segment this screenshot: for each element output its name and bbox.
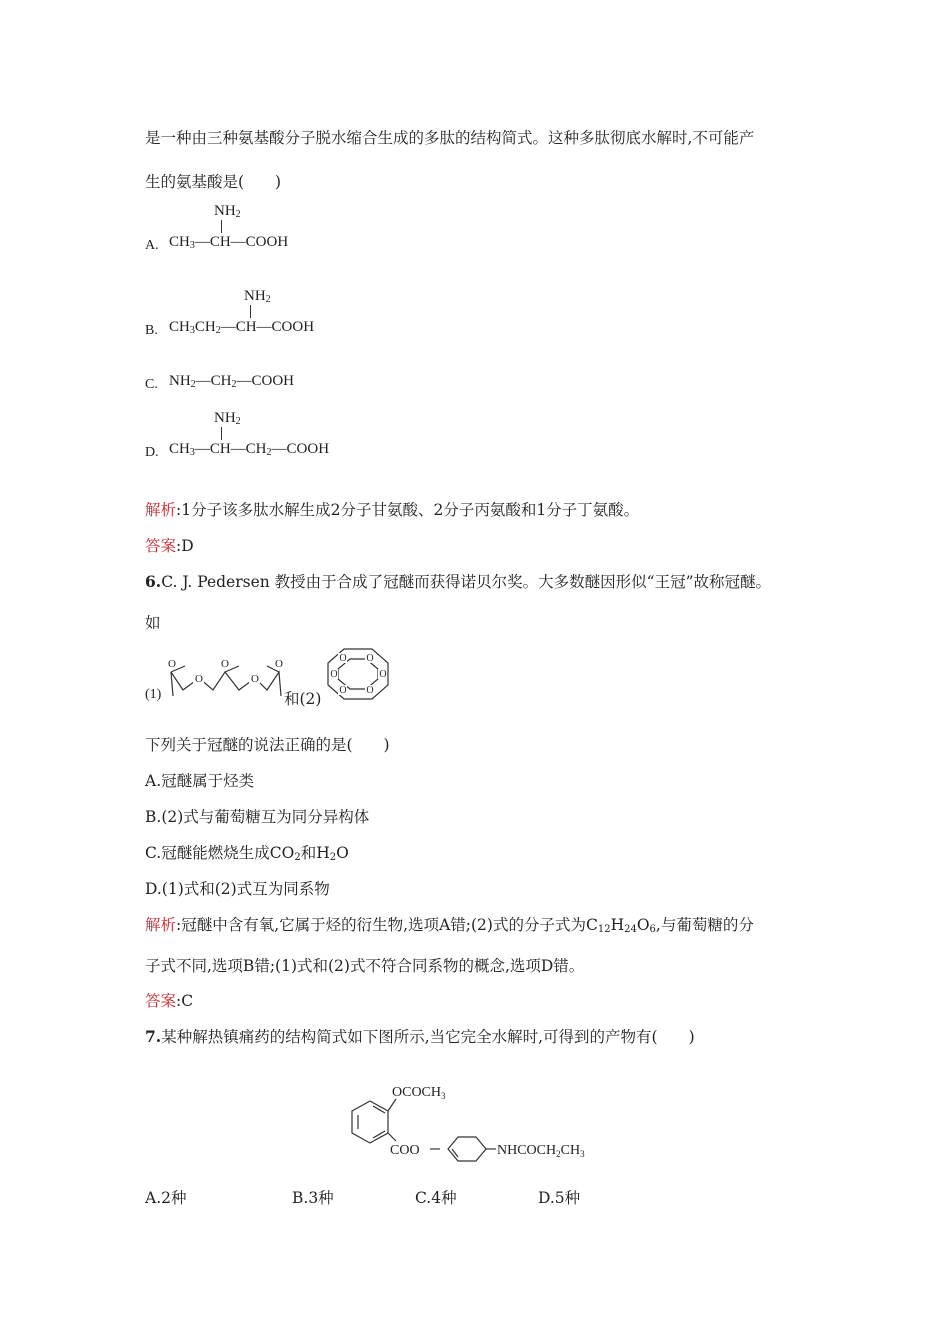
q7-option-c: C.4种	[415, 1189, 457, 1207]
q5-option-d-label: D.	[145, 445, 159, 460]
q5-option-a-label: A.	[145, 238, 159, 253]
q6-question: 下列关于冠醚的说法正确的是( )	[145, 736, 390, 754]
svg-text:O: O	[366, 653, 374, 664]
q5-option-d-formula: $CH_3—CH—CH_2—COOH$	[169, 441, 330, 458]
q5-option-b-formula: $CH_3CH_2—CH—COOH$	[169, 319, 315, 336]
q5-option-d-bond	[221, 427, 222, 440]
q7-option-b: B.3种	[292, 1189, 334, 1207]
q5-option-b-bond	[250, 305, 251, 318]
svg-text:O: O	[251, 673, 259, 685]
q6-number: 6.	[145, 572, 162, 591]
svg-text:OCOCH3: $OCOCH_3$	[392, 1085, 446, 1101]
analgesic-structure	[340, 1075, 610, 1165]
q7-stem: 7.某种解热镇痛药的结构简式如下图所示,当它完全水解时,可得到的产物有( )	[145, 1027, 695, 1046]
q5-option-b-label: B.	[145, 323, 158, 338]
svg-text:COO: COO	[390, 1143, 420, 1158]
q5-stem-line2: 生的氨基酸是( )	[145, 173, 282, 191]
svg-text:O: O	[168, 658, 176, 670]
q6-analysis-line1: 解析:冠醚中含有氧,它属于烃的衍生物,选项A错;(2)式的分子式为$C_{12}H_{24}O_6$,与葡萄糖的分	[145, 916, 754, 935]
q5-option-c-label: C.	[145, 377, 158, 392]
q5-option-d-nh2: $NH_2$	[214, 410, 241, 427]
q5-option-a-bond	[221, 220, 222, 233]
q6-struct-joiner: 和(2)	[284, 690, 322, 708]
q6-option-c: C.冠醚能燃烧生成$CO_2$和$H_2O$	[145, 844, 349, 863]
svg-text:O: O	[366, 685, 374, 696]
q6-stem-line1: 6.C. J. Pedersen 教授由于合成了冠醚而获得诺贝尔奖。大多数醚因形似“王冠”故称冠醚。	[145, 572, 772, 591]
q6-struct-label-1: (1)	[145, 687, 162, 702]
svg-text:O: O	[379, 669, 387, 680]
q6-analysis-line2: 子式不同,选项B错;(1)式和(2)式不符合同系物的概念,选项D错。	[145, 957, 585, 975]
q6-option-b: B.(2)式与葡萄糖互为同分异构体	[145, 808, 370, 826]
q6-stem-line2: 如	[145, 614, 161, 632]
q5-option-c-formula: $NH_2—CH_2—COOH$	[169, 373, 295, 390]
svg-text:O: O	[339, 685, 347, 696]
q6-answer: 答案:C	[145, 992, 194, 1010]
q5-answer: 答案:D	[145, 537, 194, 555]
q6-option-a: A.冠醚属于烃类	[145, 772, 255, 790]
q5-stem-line1: 是一种由三种氨基酸分子脱水缩合生成的多肽的结构简式。这种多肽彻底水解时,不可能产	[145, 129, 755, 147]
q5-option-a-nh2: $NH_2$	[214, 203, 241, 220]
q7-option-d: D.5种	[538, 1189, 581, 1207]
svg-text:NHCOCH2CH3: $NHCOCH_2CH_3$	[497, 1143, 585, 1159]
svg-text:O: O	[275, 658, 283, 670]
q6-option-d: D.(1)式和(2)式互为同系物	[145, 880, 330, 898]
svg-text:O: O	[330, 669, 338, 680]
q5-analysis: 解析:1分子该多肽水解生成2分子甘氨酸、2分子丙氨酸和1分子丁氨酸。	[145, 501, 640, 519]
crown-ether-2-structure	[322, 645, 394, 703]
q5-option-b-nh2: $NH_2$	[244, 288, 271, 305]
svg-text:O: O	[221, 658, 229, 670]
svg-text:O: O	[339, 653, 347, 664]
q5-option-a-formula: $CH_3—CH—COOH$	[169, 234, 289, 251]
q7-option-a: A.2种	[145, 1189, 187, 1207]
svg-text:O: O	[195, 673, 203, 685]
q7-number: 7.	[145, 1027, 162, 1046]
crown-ether-1-structure	[163, 656, 288, 704]
